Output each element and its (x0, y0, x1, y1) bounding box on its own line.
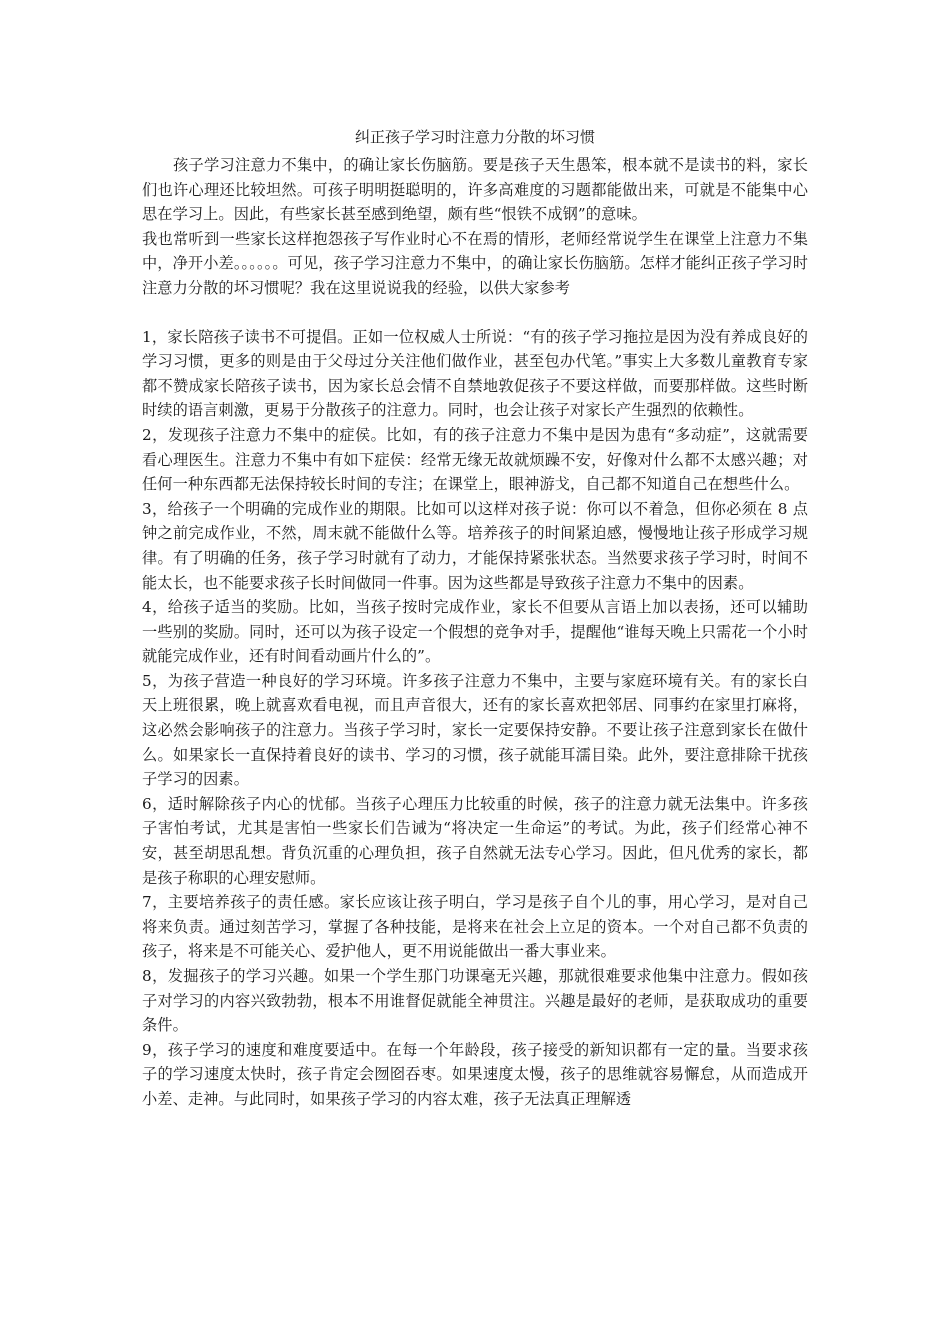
list-item-3: 3，给孩子一个明确的完成作业的期限。比如可以这样对孩子说：你可以不着急，但你必须在 8 点钟之前完成作业，不然，周末就不能做什么等。培养孩子的时间紧迫感，慢慢地让孩子形成学习规律。有了明确的任务，孩子学习时就有了动力，才能保持紧张状态。当然要求孩子学习时，时间不能太长，也不能要求孩子长时间做同一件事。因为这些都是导致孩子注意力不集中的因素。 (142, 499, 808, 592)
intro-paragraph-2: 我也常听到一些家长这样抱怨孩子写作业时心不在焉的情形，老师经常说学生在课堂上注意力不集中，净开小差。。。。。。可见，孩子学习注意力不集中，的确让家长伤脑筋。怎样才能纠正孩子学习时注意力分散的坏习惯呢？我在这里说说我的经验，以供大家参考 (142, 229, 808, 297)
document-title: 纠正孩子学习时注意力分散的坏习惯 (354, 128, 595, 146)
list-item-5: 5，为孩子营造一种良好的学习环境。许多孩子注意力不集中，主要与家庭环境有关。有的家长白天上班很累，晚上就喜欢看电视，而且声音很大，还有的家长喜欢把邻居、同事约在家里打麻将，这必然会影响孩子的注意力。当孩子学习时，家长一定要保持安静。不要让孩子注意到家长在做什么。如果家长一直保持着良好的读书、学习的习惯，孩子就能耳濡目染。此外，要注意排除干扰孩子学习的因素。 (142, 671, 808, 789)
list-item-7: 7，主要培养孩子的责任感。家长应该让孩子明白，学习是孩子自个儿的事，用心学习，是对自己将来负责。通过刻苦学习，掌握了各种技能，是将来在社会上立足的资本。一个对自己都不负责的孩子，将来是不可能关心、爱护他人，更不用说能做出一番大事业来。 (142, 893, 808, 961)
list-item-9: 9，孩子学习的速度和难度要适中。在每一个年龄段，孩子接受的新知识都有一定的量。当要求孩子的学习速度太快时，孩子肯定会囫囵吞枣。如果速度太慢，孩子的思维就容易懈怠，从而造成开小差、走神。与此同时，如果孩子学习的内容太难，孩子无法真正理解透 (142, 1040, 808, 1108)
list-item-8: 8，发掘孩子的学习兴趣。如果一个学生那门功课毫无兴趣，那就很难要求他集中注意力。假如孩子对学习的内容兴致勃勃，根本不用谁督促就能全神贯注。兴趣是最好的老师，是获取成功的重要条件。 (142, 967, 808, 1035)
list-item-1: 1，家长陪孩子读书不可提倡。正如一位权威人士所说：“有的孩子学习拖拉是因为没有养成良好的学习习惯，更多的则是由于父母过分关注他们做作业，甚至包办代笔。”事实上大多数儿童教育专家都不赞成家长陪孩子读书，因为家长总会情不自禁地敦促孩子不要这样做，而要那样做。这些时断时续的语言刺激，更易于分散孩子的注意力。同时，也会让孩子对家长产生强烈的依赖性。 (142, 327, 808, 420)
paragraph-gap (142, 301, 808, 325)
list-item-2: 2，发现孩子注意力不集中的症侯。比如，有的孩子注意力不集中是因为患有“多动症”，这就需要看心理医生。注意力不集中有如下症侯：经常无缘无故就烦躁不安，好像对什么都不太感兴趣；对任何一种东西都无法保持较长时间的专注；在课堂上，眼神游戈，自己都不知道自己在想些什么。 (142, 425, 808, 494)
document-page (142, 127, 808, 1112)
intro-paragraph-1: 孩子学习注意力不集中，的确让家长伤脑筋。要是孩子天生愚笨，根本就不是读书的料，家长们也许心理还比较坦然。可孩子明明挺聪明的，许多高难度的习题都能做出来，可就是不能集中心思在学习上。因此，有些家长甚至感到绝望，颇有些“恨铁不成钢”的意味。 (142, 156, 808, 224)
list-item-6: 6，适时解除孩子内心的忧郁。当孩子心理压力比较重的时候，孩子的注意力就无法集中。许多孩子害怕考试，尤其是害怕一些家长们告诫为“将决定一生命运”的考试。为此，孩子们经常心神不安，甚至胡思乱想。背负沉重的心理负担，孩子自然就无法专心学习。因此，但凡优秀的家长，都是孩子称职的心理安慰师。 (142, 794, 808, 887)
list-item-4: 4，给孩子适当的奖励。比如，当孩子按时完成作业，家长不但要从言语上加以表扬，还可以辅助一些别的奖励。同时，还可以为孩子设定一个假想的竞争对手，提醒他“谁每天晚上只需花一个小时就能完成作业，还有时间看动画片什么的”。 (142, 598, 808, 666)
